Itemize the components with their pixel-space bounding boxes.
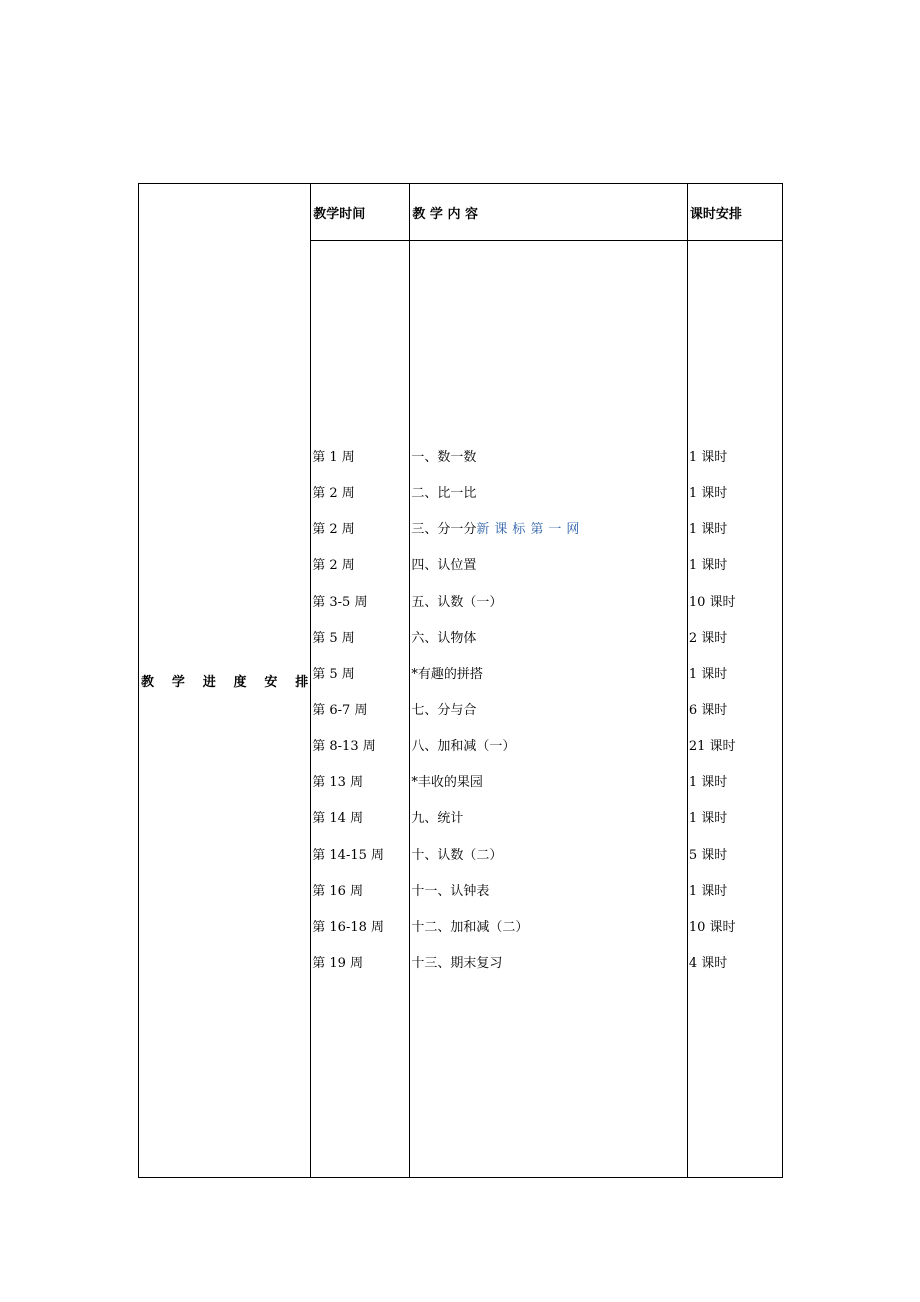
- week-cell: 第 13 周: [312, 775, 364, 791]
- content-cell: [411, 874, 686, 910]
- week-list: [312, 440, 409, 982]
- content-cell: [411, 946, 686, 982]
- week-cell: 第 14-15 周: [312, 847, 385, 863]
- content-cell: [411, 621, 686, 657]
- content-text: 十一、认钟表: [411, 883, 490, 899]
- week-column: [311, 241, 410, 1178]
- week-cell: 第 3-5 周: [312, 594, 368, 610]
- content-cell: [411, 910, 686, 946]
- hours-cell: 10 课时: [688, 594, 736, 610]
- week-cell: 第 5 周: [312, 666, 355, 682]
- content-cell: [411, 657, 686, 693]
- content-text: 一、数一数: [411, 450, 477, 465]
- week-cell: 第 8-13 周: [312, 739, 376, 755]
- content-cell: [411, 765, 686, 801]
- header-teaching-time: 教学时间: [311, 184, 410, 241]
- content-text: *有趣的拼搭: [411, 666, 483, 682]
- content-list: [411, 440, 686, 982]
- content-cell: [411, 476, 686, 512]
- content-column: [410, 241, 687, 1178]
- content-text: 十三、期末复习: [411, 955, 503, 971]
- hours-cell: 1 课时: [688, 450, 728, 465]
- hours-cell: 6 课时: [688, 702, 728, 718]
- content-text: 十二、加和减（二）: [411, 919, 529, 935]
- week-cell: 第 14 周: [312, 811, 364, 827]
- side-label-char: 学: [171, 675, 185, 690]
- week-cell: 第 19 周: [312, 955, 364, 971]
- hours-cell: 1 课时: [688, 775, 728, 791]
- content-cell: [411, 548, 686, 584]
- side-label-char: 排: [295, 675, 309, 690]
- hours-cell: 10 课时: [688, 919, 736, 935]
- content-text: 四、认位置: [411, 558, 477, 574]
- week-cell: 第 16 周: [312, 883, 364, 899]
- hours-column: [687, 241, 782, 1178]
- content-cell: [411, 585, 686, 621]
- content-cell: [411, 801, 686, 837]
- week-cell: 第 2 周: [312, 522, 355, 538]
- hours-cell: 1 课时: [688, 522, 728, 538]
- week-cell: 第 1 周: [312, 450, 355, 465]
- hours-cell: 1 课时: [688, 811, 728, 827]
- week-cell: 第 16-18 周: [312, 919, 385, 935]
- hours-cell: 1 课时: [688, 486, 728, 502]
- content-cell: [411, 729, 686, 765]
- week-cell: 第 2 周: [312, 558, 355, 574]
- week-cell: 第 5 周: [312, 630, 355, 646]
- hours-cell: 5 课时: [688, 847, 728, 863]
- content-text: 三、分一分: [411, 522, 477, 538]
- hours-cell: 1 课时: [688, 558, 728, 574]
- table-header-row: [139, 184, 783, 241]
- content-text: 五、认数（一）: [411, 594, 503, 610]
- hours-cell: 2 课时: [688, 630, 728, 646]
- watermark-link-text[interactable]: 新课标第一网: [476, 522, 585, 538]
- side-label-char: 进: [202, 675, 216, 690]
- hours-list: [689, 440, 782, 982]
- content-cell: [411, 693, 686, 729]
- content-text: *丰收的果园: [411, 775, 483, 791]
- side-label-char: 安: [264, 675, 278, 690]
- header-lesson-hours: 课时安排: [687, 184, 782, 241]
- week-cell: 第 6-7 周: [312, 702, 368, 718]
- content-cell: [411, 512, 686, 548]
- week-cell: 第 2 周: [312, 486, 355, 502]
- content-text: 二、比一比: [411, 486, 477, 502]
- content-text: 八、加和减（一）: [411, 739, 516, 755]
- side-label-char: 度: [233, 675, 247, 690]
- hours-cell: 1 课时: [688, 883, 728, 899]
- side-label-cell: [139, 184, 311, 1178]
- header-teaching-content: 教 学 内 容: [410, 184, 687, 241]
- content-cell: [411, 838, 686, 874]
- side-label-teaching-schedule: [139, 671, 310, 690]
- hours-cell: 21 课时: [688, 739, 736, 755]
- hours-cell: 1 课时: [688, 666, 728, 682]
- content-text: 十、认数（二）: [411, 847, 503, 863]
- side-label-char: 教: [141, 675, 155, 690]
- content-text: 七、分与合: [411, 702, 477, 718]
- hours-cell: 4 课时: [688, 955, 728, 971]
- teaching-schedule-table: [138, 183, 783, 1178]
- content-text: 九、统计: [411, 811, 464, 827]
- content-cell: [411, 440, 686, 476]
- content-text: 六、认物体: [411, 630, 477, 646]
